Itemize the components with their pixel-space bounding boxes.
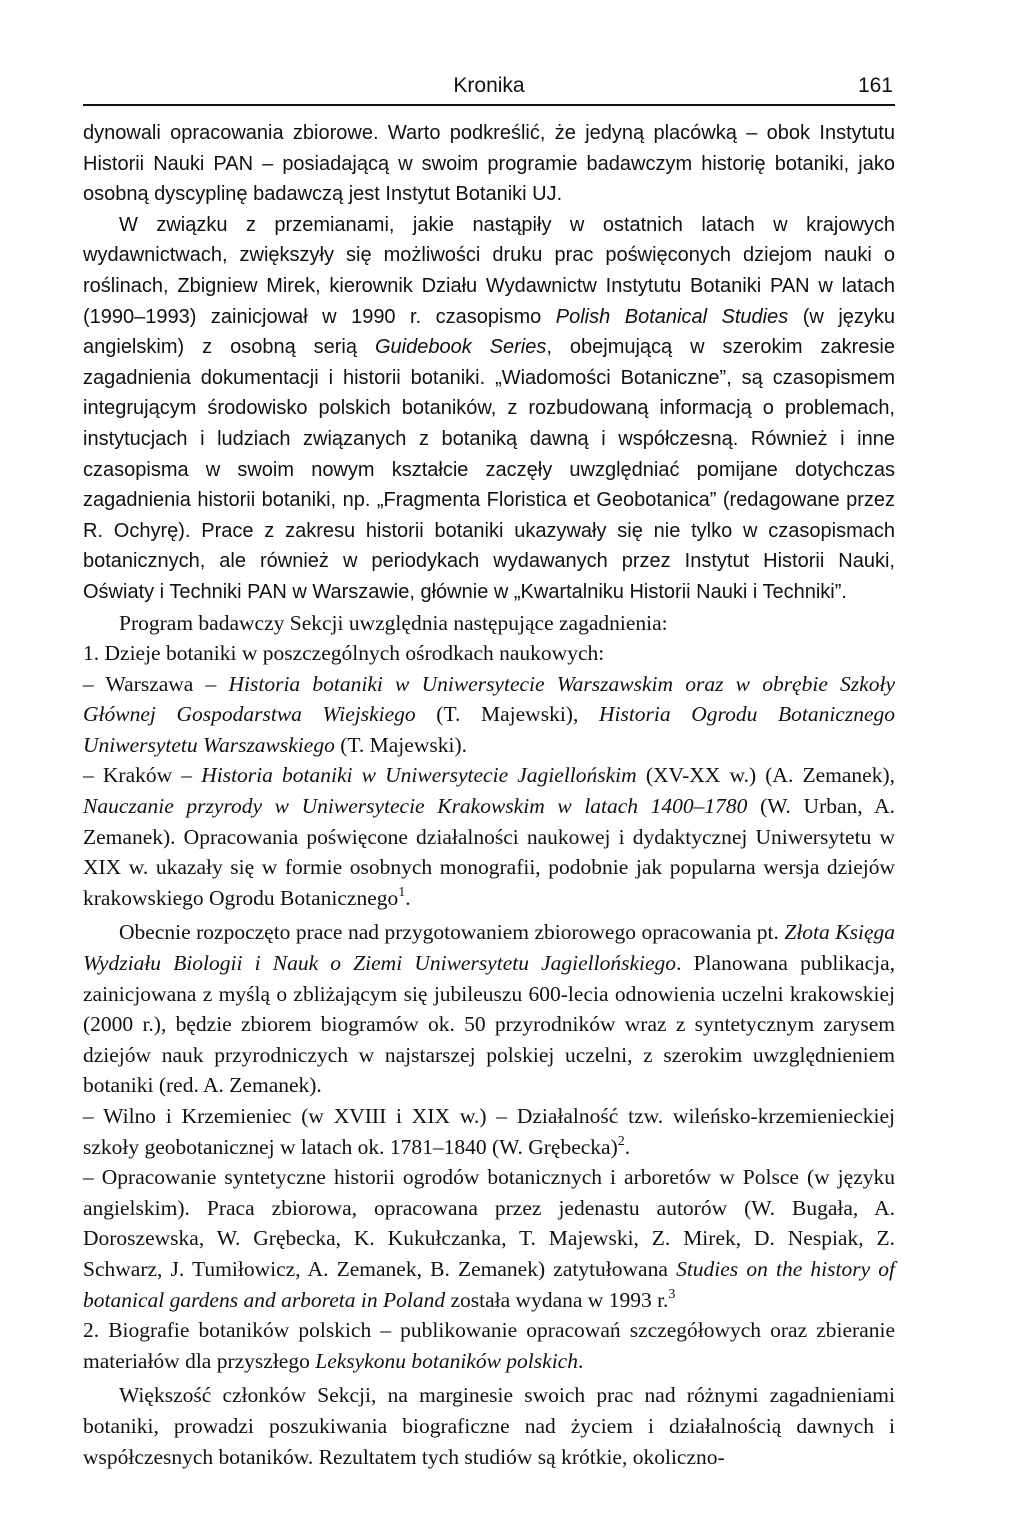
text-run: 2. Biografie botaników polskich – publikowanie opracowań szczegółowych oraz zbieranie materiałów dla przyszłego	[83, 1318, 895, 1373]
paragraph	[83, 669, 895, 761]
italic-title: Nauczanie przyrody w Uniwersytecie Krakowskim w latach 1400–1780	[83, 794, 748, 819]
footnote-marker: 1	[398, 884, 406, 900]
italic-title: Historia Ogrodu Botanicznego Uniwersytetu Warszawskiego	[83, 702, 896, 757]
body-text	[83, 118, 895, 1472]
text-run: .	[577, 1348, 584, 1373]
text-run: .	[624, 1134, 631, 1159]
text-run: dynowali opracowania zbiorowe. Warto podkreślić, że jedyną placówką – obok Instytutu Historii Nauki PAN – posiadającą w swoim programie badawczym historię botaniki, jako osobną dyscyplinę badawczą jest Instytut Botaniki UJ.	[83, 122, 895, 206]
text-run: – Warszawa –	[83, 671, 229, 696]
text-run: . Planowana publikacja, zainicjowana z myślą o zbliżającym się jubileuszu 600-lecia odnowienia uczelni krakowskiej (2000 r.), będzie zbiorem biogramów ok. 50 przyrodników wraz z syntetycznym zarysem dziejów nauk przyrodniczych w najstarszej polskiej uczelni, z szerokim uwzględnieniem botaniki (red. A. Zemanek).	[83, 951, 896, 1098]
paragraph	[83, 638, 895, 669]
text-run: W związku z przemianami, jakie nastąpiły w ostatnich latach w krajowych wydawnictwach, zwiększyły się możliwości druku prac poświęconych dziejom nauki o roślinach, Zbigniew Mirek, kierownik Działu Wydawnictw Instytutu Botaniki PAN w latach (1990–1993) zainicjował w 1990 r. czasopismo	[83, 213, 895, 328]
running-header	[83, 70, 895, 106]
text-run: (T. Majewski).	[334, 732, 467, 757]
paragraph	[83, 1380, 895, 1472]
paragraph	[83, 210, 895, 608]
italic-title: Guidebook Series	[374, 336, 547, 359]
text-run: (W. Urban, A. Zemanek). Opracowania poświęcone działalności naukowej i dydaktycznej Uniwersytetu w XIX w. ukazały się w formie osobnych monografii, podobnie jak popularna wersja dziejów krakowskiego Ogrodu Botanicznego	[83, 794, 895, 910]
text-run: Obecnie rozpoczęto prace nad przygotowaniem zbiorowego opracowania pt.	[119, 920, 785, 945]
paragraph	[83, 1315, 895, 1376]
section-title: Kronika	[453, 74, 525, 97]
document-page	[83, 70, 895, 1472]
paragraph	[83, 608, 895, 639]
text-run: 1. Dzieje botaniki w poszczególnych ośrodkach naukowych:	[83, 641, 605, 666]
paragraph	[83, 760, 895, 913]
paragraph	[83, 917, 895, 1101]
italic-title: Złota Księga Wydziału Biologii i Nauk o Ziemi Uniwersytetu Jagiellońskiego	[83, 920, 895, 976]
text-run: – Wilno i Krzemieniec (w XVIII i XIX w.) – Działalność tzw. wileńsko-krzemienieckiej szkoły geobotanicznej w latach ok. 1781–1840 (W. Grębecka)	[83, 1104, 895, 1159]
italic-title: Studies on the history of botanical gardens and arboreta in Poland	[83, 1256, 896, 1312]
text-run: została wydana w 1993 r.	[445, 1287, 669, 1312]
text-run: (T. Majewski),	[415, 702, 599, 727]
text-run: , obejmującą w szerokim zakresie zagadnienia dokumentacji i historii botaniki. „Wiadomości Botaniczne”, są czasopismem integrującym środowisko polskich botaników, z rozbudowaną informacją o problemach, instytucjach i ludziach związanych z botaniką dawną i współczesną. Również i inne czasopisma w swoim nowym kształcie zaczęły uwzględniać pomijane dotychczas zagadnienia historii botaniki, np. „Fragmenta Floristica et Geobotanica” (redagowane przez R. Ochyrę). Prace z zakresu historii botaniki ukazywały się nie tylko w czasopismach botanicznych, ale również w periodykach wydawanych przez Instytut Historii Nauki, Oświaty i Techniki PAN w Warszawie, głównie w „Kwartalniku Historii Nauki i Techniki”.	[83, 336, 896, 603]
paragraph	[83, 118, 895, 210]
paragraph	[83, 1162, 895, 1315]
paragraph	[83, 1101, 895, 1162]
text-run: (XV-XX w.) (A. Zemanek),	[636, 763, 895, 788]
text-run: .	[405, 885, 411, 910]
text-run: – Opracowanie syntetyczne historii ogrodów botanicznych i arboretów w Polsce (w języku angielskim). Praca zbiorowa, opracowana przez jedenastu autorów (W. Bugała, A. Doroszewska, W. Grębecka, K. Kukułczanka, T. Majewski, Z. Mirek, D. Nespiak, Z. Schwarz, J. Tumiłowicz, A. Zemanek, B. Zemanek) zatytułowana	[83, 1165, 895, 1281]
footnote-marker: 2	[617, 1133, 625, 1149]
page-number: 161	[857, 74, 893, 97]
text-run: Większość członków Sekcji, na marginesie swoich prac nad różnymi zagadnieniami botaniki, prowadzi poszukiwania biograficzne nad życiem i działalnością dawnych i współczesnych botaników. Rezultatem tych studiów są krótkie, okoliczno-	[83, 1383, 895, 1469]
text-run: (w języku angielskim) z osobną serią	[83, 305, 896, 359]
text-run: – Kraków –	[83, 763, 202, 788]
text-run: Program badawczy Sekcji uwzględnia następujące zagadnienia:	[119, 610, 668, 635]
footnote-marker: 3	[668, 1286, 676, 1302]
italic-title: Polish Botanical Studies	[555, 305, 789, 328]
italic-title: Leksykonu botaników polskich	[315, 1348, 578, 1373]
italic-title: Historia botaniki w Uniwersytecie Jagiellońskim	[201, 763, 637, 788]
italic-title: Historia botaniki w Uniwersytecie Warszawskim oraz w obrębie Szkoły Głównej Gospodarstwa Wiejskiego	[83, 671, 895, 727]
